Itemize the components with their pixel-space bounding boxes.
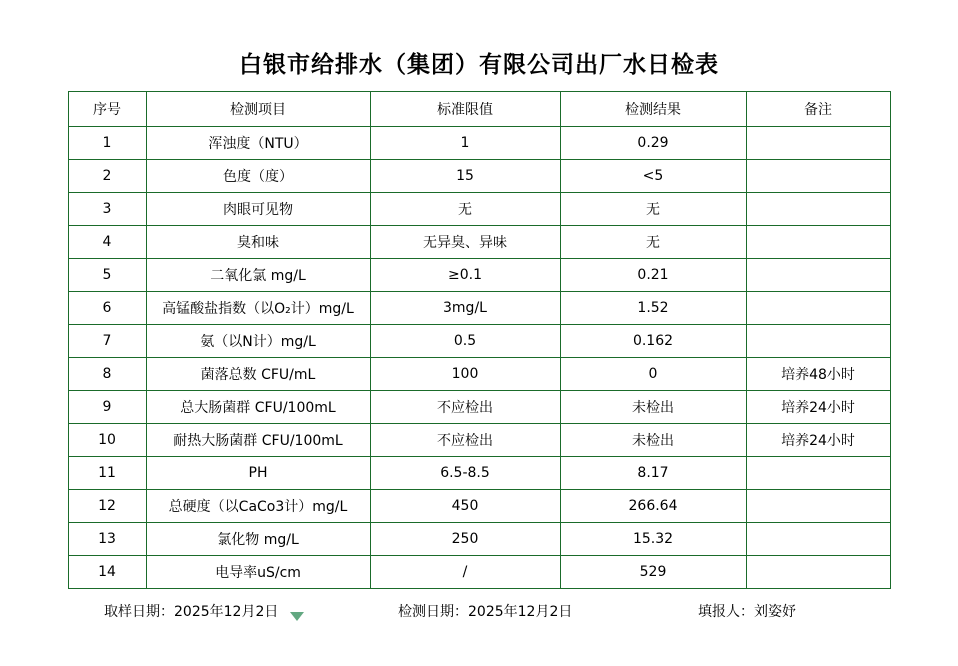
- cell-remark: [746, 160, 890, 193]
- cell-result: 1.52: [560, 292, 746, 325]
- table-row: [68, 358, 890, 391]
- table-row: [68, 292, 890, 325]
- cell-no: 1: [68, 127, 146, 160]
- table-header-row: [68, 92, 890, 127]
- cell-item: 氨（以N计）mg/L: [146, 325, 370, 358]
- cell-remark: [746, 193, 890, 226]
- cell-limit: 3mg/L: [370, 292, 560, 325]
- cell-no: 13: [68, 523, 146, 556]
- cell-item: 氯化物 mg/L: [146, 523, 370, 556]
- cell-item: 高锰酸盐指数（以O₂计）mg/L: [146, 292, 370, 325]
- cell-result: 无: [560, 226, 746, 259]
- testing-date-label: 检测日期：: [398, 604, 468, 620]
- green-triangle-mark: [290, 612, 304, 621]
- cell-item: 电导率uS/cm: [146, 556, 370, 589]
- cell-limit: 250: [370, 523, 560, 556]
- cell-result: 未检出: [560, 391, 746, 424]
- cell-result: 未检出: [560, 424, 746, 457]
- column-header-no: 序号: [68, 92, 146, 127]
- cell-limit: /: [370, 556, 560, 589]
- column-header-result: 检测结果: [560, 92, 746, 127]
- cell-no: 9: [68, 391, 146, 424]
- cell-no: 10: [68, 424, 146, 457]
- cell-item: PH: [146, 457, 370, 490]
- cell-no: 8: [68, 358, 146, 391]
- cell-no: 5: [68, 259, 146, 292]
- cell-no: 4: [68, 226, 146, 259]
- table-row: [68, 490, 890, 523]
- cell-limit: 1: [370, 127, 560, 160]
- cell-no: 6: [68, 292, 146, 325]
- cell-remark: [746, 523, 890, 556]
- cell-result: <5: [560, 160, 746, 193]
- cell-limit: 100: [370, 358, 560, 391]
- table-row: [68, 226, 890, 259]
- sampling-date-field: [68, 601, 398, 621]
- table-row: [68, 556, 890, 589]
- cell-limit: 450: [370, 490, 560, 523]
- cell-no: 7: [68, 325, 146, 358]
- cell-result: 0.162: [560, 325, 746, 358]
- cell-result: 0.21: [560, 259, 746, 292]
- column-header-limit: 标准限值: [370, 92, 560, 127]
- cell-result: 0.29: [560, 127, 746, 160]
- cell-remark: [746, 490, 890, 523]
- table-row: [68, 457, 890, 490]
- cell-remark: [746, 457, 890, 490]
- cell-item: 总大肠菌群 CFU/100mL: [146, 391, 370, 424]
- cell-remark: 培养24小时: [746, 424, 890, 457]
- sampling-date-value: 2025年12月2日: [174, 604, 279, 620]
- cell-result: 0: [560, 358, 746, 391]
- cell-limit: 15: [370, 160, 560, 193]
- column-header-item: 检测项目: [146, 92, 370, 127]
- water-quality-table: [68, 91, 891, 589]
- sampling-date-label: 取样日期：: [104, 604, 174, 620]
- filler-label: 填报人：: [698, 604, 754, 620]
- table-row: [68, 259, 890, 292]
- cell-limit: 无异臭、异味: [370, 226, 560, 259]
- cell-no: 12: [68, 490, 146, 523]
- table-row: [68, 523, 890, 556]
- cell-no: 3: [68, 193, 146, 226]
- cell-limit: 0.5: [370, 325, 560, 358]
- cell-item: 二氧化氯 mg/L: [146, 259, 370, 292]
- cell-remark: [746, 127, 890, 160]
- testing-date-value: 2025年12月2日: [468, 604, 573, 620]
- cell-item: 耐热大肠菌群 CFU/100mL: [146, 424, 370, 457]
- testing-date-field: [398, 601, 698, 621]
- cell-result: 无: [560, 193, 746, 226]
- cell-limit: 6.5-8.5: [370, 457, 560, 490]
- page-title: 白银市给排水（集团）有限公司出厂水日检表: [239, 52, 719, 78]
- footer-row: [68, 589, 890, 621]
- cell-result: 529: [560, 556, 746, 589]
- table-row: [68, 160, 890, 193]
- table-body: [68, 127, 890, 589]
- cell-remark: [746, 226, 890, 259]
- cell-item: 总硬度（以CaCo3计）mg/L: [146, 490, 370, 523]
- cell-result: 266.64: [560, 490, 746, 523]
- cell-no: 11: [68, 457, 146, 490]
- filler-field: [698, 601, 890, 621]
- cell-item: 色度（度）: [146, 160, 370, 193]
- column-header-remark: 备注: [746, 92, 890, 127]
- cell-limit: 无: [370, 193, 560, 226]
- cell-result: 8.17: [560, 457, 746, 490]
- cell-remark: 培养48小时: [746, 358, 890, 391]
- cell-remark: [746, 292, 890, 325]
- table-row: [68, 193, 890, 226]
- cell-remark: [746, 556, 890, 589]
- cell-remark: [746, 325, 890, 358]
- cell-result: 15.32: [560, 523, 746, 556]
- cell-remark: 培养24小时: [746, 391, 890, 424]
- cell-remark: [746, 259, 890, 292]
- filler-value: 刘姿妤: [754, 604, 796, 620]
- table-row: [68, 424, 890, 457]
- cell-limit: 不应检出: [370, 424, 560, 457]
- cell-item: 菌落总数 CFU/mL: [146, 358, 370, 391]
- cell-no: 14: [68, 556, 146, 589]
- cell-item: 肉眼可见物: [146, 193, 370, 226]
- cell-item: 浑浊度（NTU）: [146, 127, 370, 160]
- table-row: [68, 325, 890, 358]
- cell-no: 2: [68, 160, 146, 193]
- cell-limit: ≥0.1: [370, 259, 560, 292]
- cell-limit: 不应检出: [370, 391, 560, 424]
- cell-item: 臭和味: [146, 226, 370, 259]
- table-row: [68, 391, 890, 424]
- table-row: [68, 127, 890, 160]
